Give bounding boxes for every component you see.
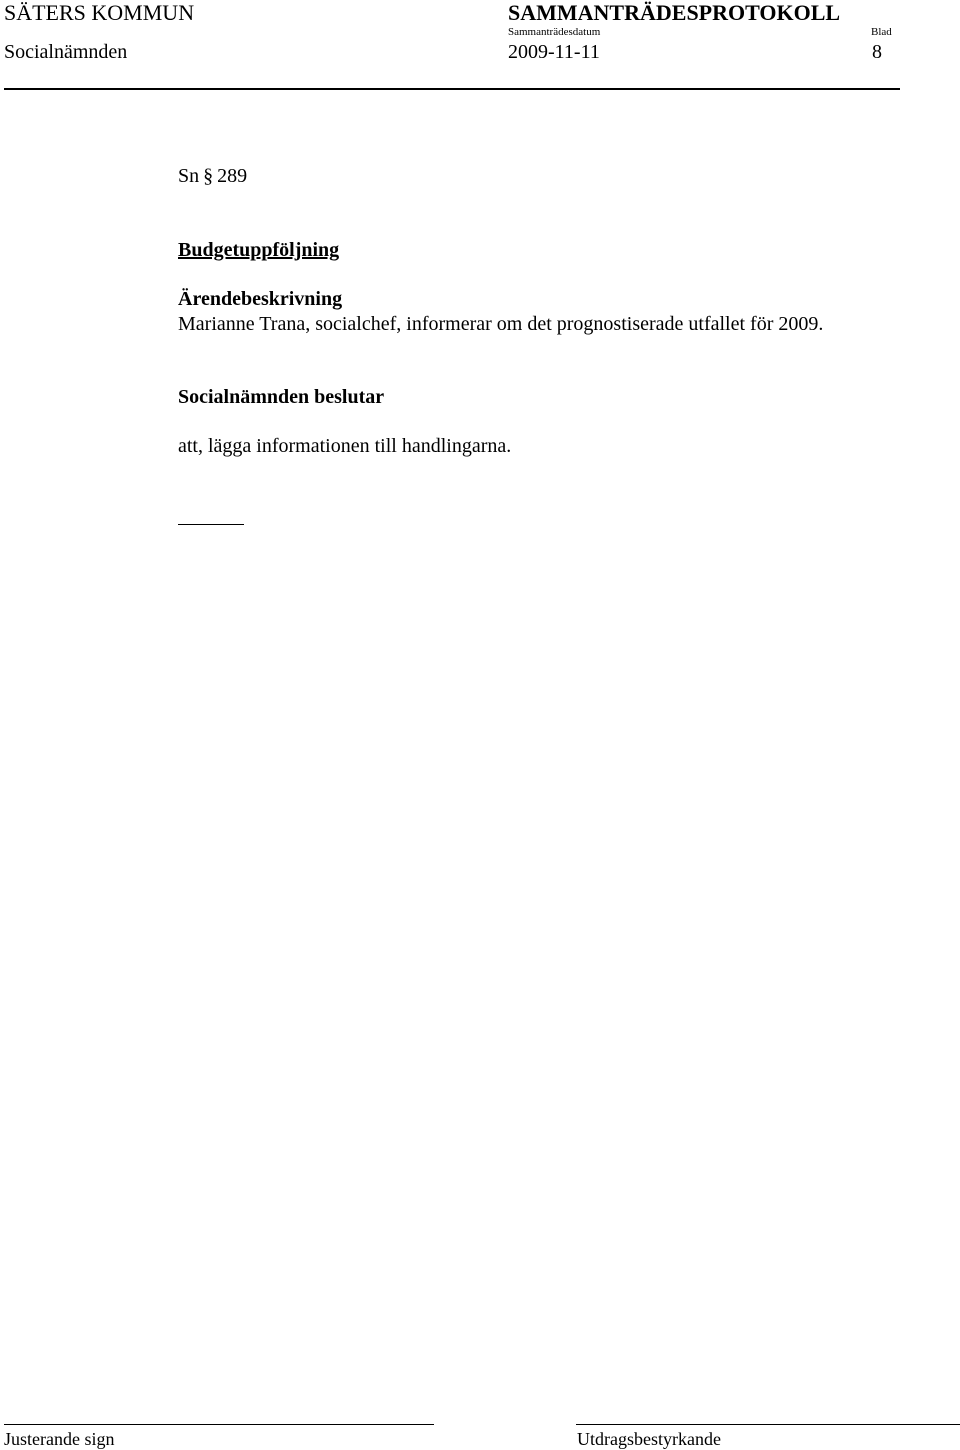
adjuster-signature-label: Justerande sign [4,1429,115,1449]
case-title: Budgetuppföljning [178,239,340,261]
page-number: 8 [872,41,882,63]
meeting-date-label: Sammanträdesdatum [508,26,601,38]
section-end-divider [178,524,244,525]
decision-heading: Socialnämnden beslutar [178,386,385,408]
section-sign-icon: § [203,165,214,187]
page-label: Blad [871,26,892,38]
header-divider [4,88,900,90]
paragraph-prefix: Sn [178,165,200,187]
paragraph-reference [178,164,247,188]
meeting-date: 2009-11-11 [508,41,600,63]
paragraph-number: 289 [217,165,248,187]
decision-text: att, lägga informationen till handlingarna. [178,435,512,457]
signature-line-right [576,1424,960,1425]
description-text: Marianne Trana, socialchef, informerar om det prognostiserade utfallet för 2009. [178,313,824,335]
extract-certification-label: Utdragsbestyrkande [577,1429,721,1449]
signature-line-left [4,1424,434,1425]
description-heading: Ärendebeskrivning [178,288,343,310]
committee-name: Socialnämnden [4,41,128,63]
organization-name: SÄTERS KOMMUN [4,0,195,25]
document-type: SAMMANTRÄDESPROTOKOLL [508,0,841,25]
